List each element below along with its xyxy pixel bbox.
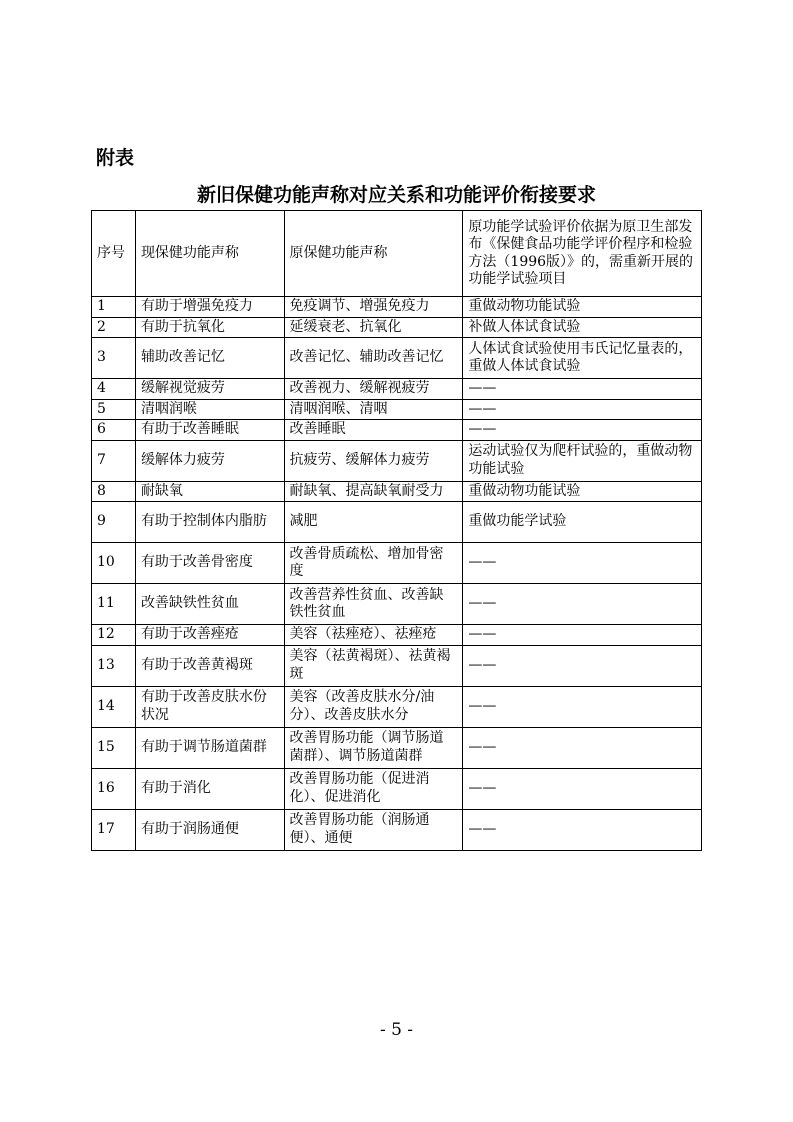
- cell-no: 8: [92, 481, 136, 502]
- table-row: [92, 686, 702, 727]
- cell-test-requirement: ——: [463, 809, 702, 850]
- document-title: 新旧保健功能声称对应关系和功能评价衔接要求: [196, 184, 596, 206]
- table-row: [92, 481, 702, 502]
- table-row: [92, 399, 702, 420]
- cell-no: 14: [92, 686, 136, 727]
- cell-new-claim: 耐缺氧: [135, 481, 284, 502]
- cell-new-claim: 缓解视觉疲劳: [135, 379, 284, 400]
- table-row: [92, 727, 702, 768]
- header-no: 序号: [92, 211, 136, 297]
- cell-new-claim: 有助于改善骨密度: [135, 543, 284, 584]
- cell-old-claim: 改善记忆、辅助改善记忆: [284, 338, 463, 379]
- cell-new-claim: 有助于改善黄褐斑: [135, 645, 284, 686]
- cell-new-claim: 缓解体力疲劳: [135, 440, 284, 481]
- cell-old-claim: 免疫调节、增强免疫力: [284, 297, 463, 318]
- table-row: [92, 584, 702, 625]
- cell-no: 1: [92, 297, 136, 318]
- table-row: [92, 625, 702, 646]
- cell-old-claim: 改善骨质疏松、增加骨密度: [284, 543, 463, 584]
- table-row: [92, 297, 702, 318]
- cell-new-claim: 改善缺铁性贫血: [135, 584, 284, 625]
- cell-old-claim: 改善视力、缓解视疲劳: [284, 379, 463, 400]
- cell-test-requirement: ——: [463, 686, 702, 727]
- table-row: [92, 502, 702, 543]
- cell-new-claim: 有助于抗氧化: [135, 317, 284, 338]
- cell-test-requirement: ——: [463, 768, 702, 809]
- cell-no: 15: [92, 727, 136, 768]
- cell-old-claim: 改善营养性贫血、改善缺铁性贫血: [284, 584, 463, 625]
- cell-old-claim: 改善胃肠功能（促进消化）、促进消化: [284, 768, 463, 809]
- cell-test-requirement: ——: [463, 727, 702, 768]
- cell-old-claim: 美容（祛痤疮）、祛痤疮: [284, 625, 463, 646]
- appendix-label: 附表: [96, 147, 135, 169]
- cell-no: 5: [92, 399, 136, 420]
- cell-old-claim: 耐缺氧、提高缺氧耐受力: [284, 481, 463, 502]
- cell-old-claim: 美容（改善皮肤水分/油分）、改善皮肤水分: [284, 686, 463, 727]
- cell-test-requirement: ——: [463, 543, 702, 584]
- cell-no: 10: [92, 543, 136, 584]
- cell-old-claim: 延缓衰老、抗氧化: [284, 317, 463, 338]
- cell-old-claim: 清咽润喉、清咽: [284, 399, 463, 420]
- cell-no: 3: [92, 338, 136, 379]
- table-row: [92, 420, 702, 441]
- table-row: [92, 440, 702, 481]
- cell-new-claim: 辅助改善记忆: [135, 338, 284, 379]
- header-new-claim: 现保健功能声称: [135, 211, 284, 297]
- cell-no: 6: [92, 420, 136, 441]
- cell-old-claim: 改善睡眠: [284, 420, 463, 441]
- cell-old-claim: 减肥: [284, 502, 463, 543]
- cell-new-claim: 有助于润肠通便: [135, 809, 284, 850]
- cell-new-claim: 有助于消化: [135, 768, 284, 809]
- cell-test-requirement: ——: [463, 420, 702, 441]
- table-row: [92, 645, 702, 686]
- cell-test-requirement: ——: [463, 645, 702, 686]
- cell-old-claim: 改善胃肠功能（调节肠道菌群）、调节肠道菌群: [284, 727, 463, 768]
- cell-no: 16: [92, 768, 136, 809]
- cell-test-requirement: 运动试验仅为爬杆试验的，重做动物功能试验: [463, 440, 702, 481]
- cell-no: 11: [92, 584, 136, 625]
- table-row: [92, 379, 702, 400]
- cell-test-requirement: 重做动物功能试验: [463, 297, 702, 318]
- cell-test-requirement: 人体试食试验使用韦氏记忆量表的，重做人体试食试验: [463, 338, 702, 379]
- cell-no: 9: [92, 502, 136, 543]
- cell-test-requirement: ——: [463, 379, 702, 400]
- table-row: [92, 338, 702, 379]
- claims-mapping-table: [91, 210, 702, 851]
- table-row: [92, 317, 702, 338]
- cell-new-claim: 有助于控制体内脂肪: [135, 502, 284, 543]
- cell-no: 13: [92, 645, 136, 686]
- cell-old-claim: 改善胃肠功能（润肠通便）、通便: [284, 809, 463, 850]
- header-test-requirement: 原功能学试验评价依据为原卫生部发布《保健食品功能学评价程序和检验方法（1996版）》的，需重新开展的功能学试验项目: [463, 211, 702, 297]
- cell-new-claim: 有助于增强免疫力: [135, 297, 284, 318]
- header-old-claim: 原保健功能声称: [284, 211, 463, 297]
- table-row: [92, 809, 702, 850]
- cell-old-claim: 美容（祛黄褐斑）、祛黄褐斑: [284, 645, 463, 686]
- table-row: [92, 543, 702, 584]
- page-number: - 5 -: [379, 1020, 414, 1040]
- cell-new-claim: 清咽润喉: [135, 399, 284, 420]
- cell-no: 12: [92, 625, 136, 646]
- cell-no: 4: [92, 379, 136, 400]
- cell-test-requirement: 重做功能学试验: [463, 502, 702, 543]
- cell-new-claim: 有助于改善痤疮: [135, 625, 284, 646]
- cell-no: 17: [92, 809, 136, 850]
- table-row: [92, 768, 702, 809]
- table-header-row: [92, 211, 702, 297]
- cell-no: 2: [92, 317, 136, 338]
- cell-test-requirement: 重做动物功能试验: [463, 481, 702, 502]
- cell-old-claim: 抗疲劳、缓解体力疲劳: [284, 440, 463, 481]
- cell-new-claim: 有助于改善睡眠: [135, 420, 284, 441]
- cell-no: 7: [92, 440, 136, 481]
- cell-new-claim: 有助于调节肠道菌群: [135, 727, 284, 768]
- cell-test-requirement: 补做人体试食试验: [463, 317, 702, 338]
- table-body: [92, 297, 702, 851]
- cell-test-requirement: ——: [463, 625, 702, 646]
- cell-new-claim: 有助于改善皮肤水份状况: [135, 686, 284, 727]
- cell-test-requirement: ——: [463, 584, 702, 625]
- cell-test-requirement: ——: [463, 399, 702, 420]
